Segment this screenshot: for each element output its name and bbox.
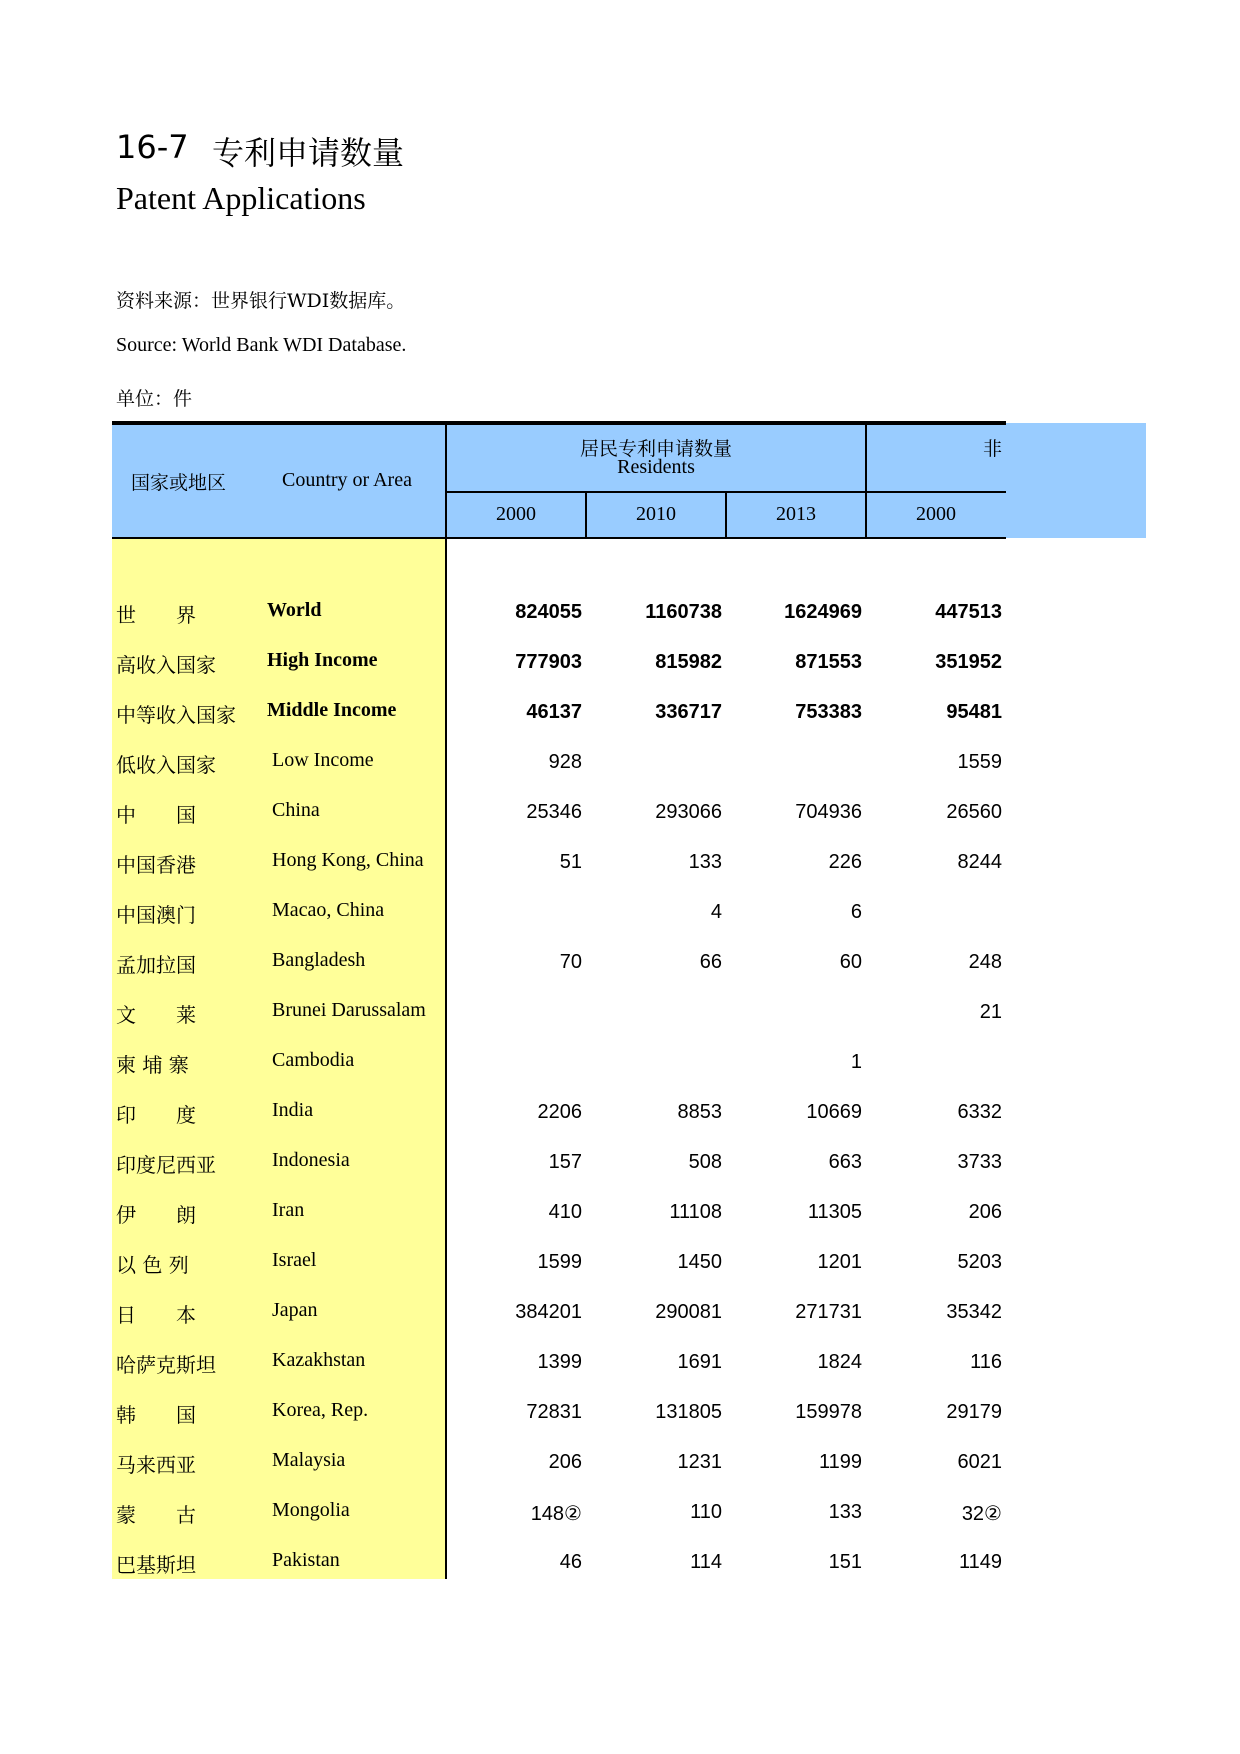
table-row [0,1499,1240,1539]
table-row [0,699,1240,739]
country-en: Iran [272,1199,305,1221]
header-country-cn: 国家或地区 [131,472,227,494]
value-cell: 384201 [515,1301,582,1323]
table-row [0,1449,1240,1489]
country-en: Indonesia [272,1149,350,1171]
value-cell: 11108 [669,1201,722,1223]
country-en: Cambodia [272,1049,355,1071]
country-en: High Income [267,649,378,671]
header-country-en: Country or Area [282,469,412,491]
country-en: Pakistan [272,1549,340,1571]
value-cell: 1691 [677,1351,722,1373]
table-row [0,1299,1240,1339]
country-en: India [272,1099,314,1121]
country-cn: 日 本 [116,1303,196,1327]
value-cell: 815982 [655,651,722,673]
source-note-en: Source: World Bank WDI Database. [116,334,407,356]
value-cell: 46137 [526,701,582,723]
table-top-rule [112,421,1006,425]
value-cell: 1201 [817,1251,862,1273]
value-cell: 157 [548,1151,582,1173]
country-en: Bangladesh [272,949,366,971]
country-cn: 低收入国家 [116,753,216,777]
value-cell: 1824 [817,1351,862,1373]
value-cell: 21 [979,1001,1002,1023]
value-cell: 10669 [806,1101,862,1123]
value-cell: 8853 [677,1101,722,1123]
country-cn: 印度尼西亚 [116,1153,216,1177]
value-cell: 508 [688,1151,722,1173]
value-cell: 66 [699,951,722,973]
table-row [0,949,1240,989]
value-cell: 248 [968,951,1002,973]
value-cell: 290081 [655,1301,722,1323]
value-cell: 351952 [935,651,1002,673]
value-cell: 1450 [677,1251,722,1273]
value-cell: 70 [559,951,582,973]
value-cell: 1 [850,1051,862,1073]
value-cell: 6021 [957,1451,1002,1473]
table-row [0,1099,1240,1139]
table-row [0,1349,1240,1389]
country-cn: 文 莱 [116,1003,196,1027]
value-cell: 226 [828,851,862,873]
value-cell: 206 [968,1201,1002,1223]
table-row [0,1149,1240,1189]
value-cell: 704936 [795,801,862,823]
value-cell: 3733 [957,1151,1002,1173]
country-en: Brunei Darussalam [272,999,426,1021]
value-cell: 410 [548,1201,582,1223]
header-year: 2013 [776,503,816,525]
country-cn: 中等收入国家 [116,703,236,727]
header-nonresidents-cn: 非 [983,438,1003,460]
country-en: Macao, China [272,899,385,921]
country-en: Low Income [272,749,374,771]
value-cell: 6332 [957,1101,1002,1123]
country-cn: 伊 朗 [116,1203,196,1227]
country-cn: 哈萨克斯坦 [116,1353,216,1377]
value-cell: 32② [961,1503,1002,1525]
value-cell: 1231 [677,1451,722,1473]
country-cn: 印 度 [116,1103,196,1127]
value-cell: 447513 [935,601,1002,623]
table-row [0,1549,1240,1589]
country-cn: 中国香港 [116,853,196,877]
country-cn: 高收入国家 [116,653,216,677]
country-en: Japan [272,1299,318,1321]
value-cell: 46 [559,1551,582,1573]
table-row [0,1249,1240,1289]
country-cn: 马来西亚 [116,1453,196,1477]
value-cell: 72831 [526,1401,582,1423]
value-cell: 663 [828,1151,862,1173]
unit-note: 单位：件 [116,388,193,410]
header-residents-en: Residents [617,456,695,478]
table-row [0,1049,1240,1089]
table-row [0,999,1240,1039]
country-en: Mongolia [272,1499,350,1521]
value-cell: 51 [559,851,582,873]
table-row [0,1199,1240,1239]
page-title-en: Patent Applications [116,180,366,216]
value-cell: 871553 [795,651,862,673]
value-cell: 131805 [655,1401,722,1423]
value-cell: 159978 [795,1401,862,1423]
table-row [0,649,1240,689]
country-cn: 以 色 列 [116,1253,189,1277]
value-cell: 1624969 [784,601,862,623]
value-cell: 928 [548,751,582,773]
country-cn: 孟加拉国 [116,953,196,977]
value-cell: 116 [970,1351,1002,1373]
country-en: China [272,799,320,821]
value-cell: 148② [530,1503,582,1525]
value-cell: 336717 [655,701,722,723]
value-cell: 5203 [957,1251,1002,1273]
table-row [0,799,1240,839]
table-row [0,899,1240,939]
source-note-cn: 资料来源：世界银行WDI数据库。 [116,290,406,312]
value-cell: 114 [690,1551,722,1573]
header-residents-cn: 居民专利申请数量 [579,438,732,460]
value-cell: 206 [548,1451,582,1473]
value-cell: 824055 [515,601,582,623]
value-cell: 6 [850,901,862,923]
table-row [0,849,1240,889]
value-cell: 777903 [515,651,582,673]
value-cell: 11305 [807,1201,862,1223]
value-cell: 133 [688,851,722,873]
value-cell: 293066 [655,801,722,823]
value-cell: 271731 [795,1301,862,1323]
value-cell: 2206 [537,1101,582,1123]
value-cell: 133 [828,1501,862,1523]
country-en: Hong Kong, China [272,849,424,871]
country-cn: 中国澳门 [116,903,196,927]
table-number: 16-7 [116,128,189,166]
value-cell: 1599 [537,1251,582,1273]
value-cell: 1399 [537,1351,582,1373]
value-cell: 1199 [818,1451,862,1473]
value-cell: 29179 [946,1401,1002,1423]
country-en: Korea, Rep. [272,1399,369,1421]
page-title-cn: 专利申请数量 [212,134,405,172]
country-cn: 世 界 [116,603,196,627]
table-row [0,1399,1240,1439]
value-cell: 26560 [946,801,1002,823]
value-cell: 1160738 [645,601,722,623]
country-en: Israel [272,1249,317,1271]
value-cell: 110 [690,1501,722,1523]
country-en: Middle Income [267,699,397,721]
value-cell: 60 [839,951,862,973]
country-en: Kazakhstan [272,1349,366,1371]
country-en: Malaysia [272,1449,346,1471]
country-cn: 蒙 古 [116,1503,196,1527]
value-cell: 4 [710,901,722,923]
value-cell: 753383 [795,701,862,723]
table-row [0,599,1240,639]
value-cell: 25346 [526,801,582,823]
value-cell: 35342 [946,1301,1002,1323]
country-cn: 韩 国 [116,1403,196,1427]
value-cell: 95481 [946,701,1002,723]
value-cell: 1559 [957,751,1002,773]
header-year: 2000 [496,503,536,525]
value-cell: 1149 [958,1551,1002,1573]
country-cn: 柬 埔 寨 [116,1053,189,1077]
value-cell: 151 [828,1551,862,1573]
country-cn: 中 国 [116,803,196,827]
header-year: 2000 [916,503,956,525]
country-cn: 巴基斯坦 [116,1553,196,1577]
table-row [0,749,1240,789]
country-en: World [267,599,322,621]
header-year: 2010 [636,503,676,525]
value-cell: 8244 [957,851,1002,873]
